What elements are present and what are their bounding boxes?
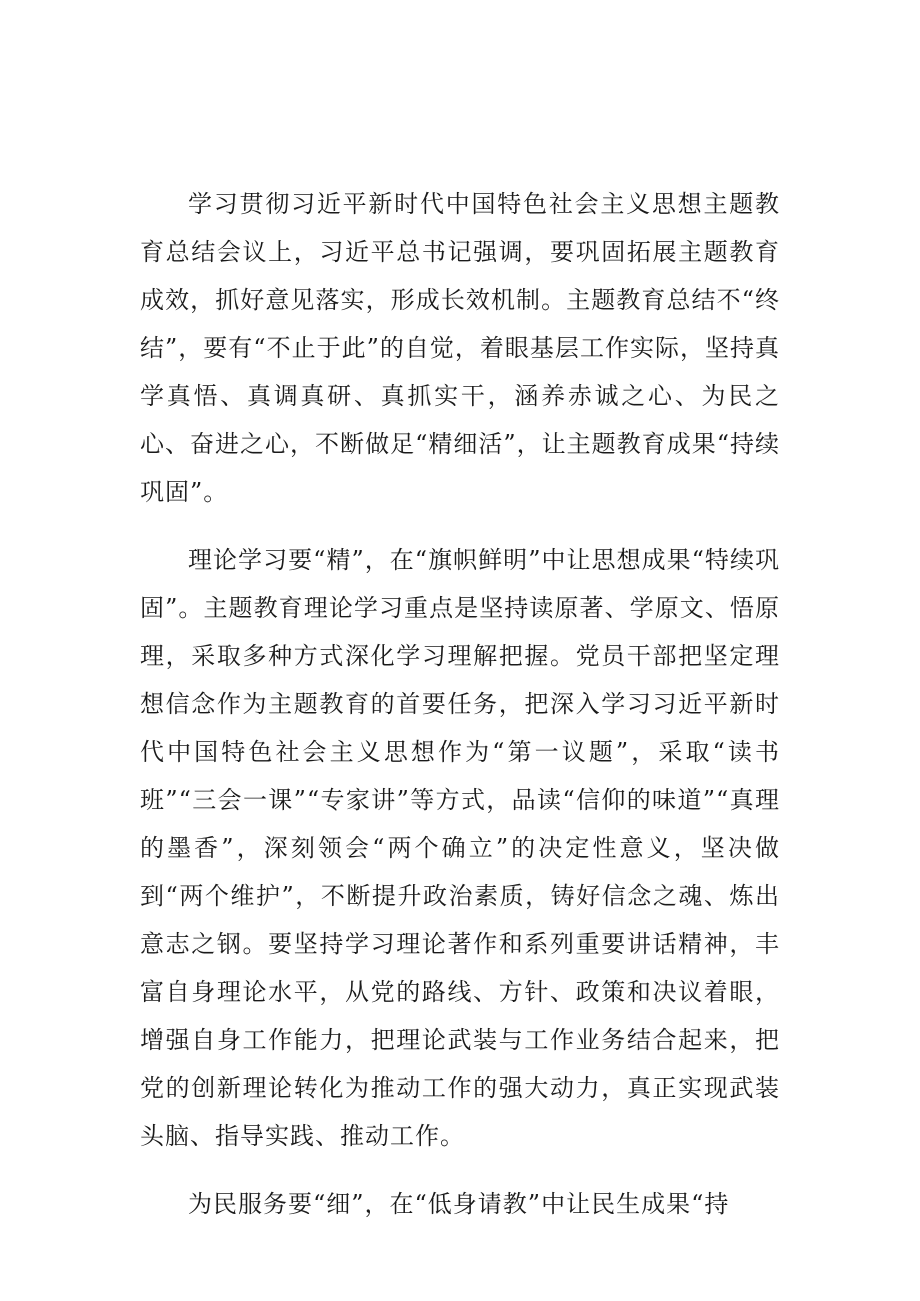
paragraph-1: 学习贯彻习近平新时代中国特色社会主义思想主题教育总结会议上，习近平总书记强调，要巩固拓展主题教育成效，抓好意见落实，形成长效机制。主题教育总结不“终结”，要有“不止于此”的自觉，着眼基层工作实际，坚持真学真悟、真调真研、真抓实干，涵养赤诚之心、为民之心、奋进之心，不断做足“精细活”，让主题教育成果“持续巩固”。 bbox=[140, 190, 780, 506]
paragraph-2: 理论学习要“精”，在“旗帜鲜明”中让思想成果“特续巩固”。主题教育理论学习重点是坚持读原著、学原文、悟原理，采取多种方式深化学习理解把握。党员干部把坚定理想信念作为主题教育的首要任务，把深入学习习近平新时代中国特色社会主义思想作为“第一议题”，采取“读书班”“三会一课”“专家讲”等方式，品读“信仰的味道”“真理的墨香”，深刻领会“两个确立”的决定性意义，坚决做到“两个维护”，不断提升政治素质，铸好信念之魂、炼出意志之钢。要坚持学习理论著作和系列重要讲话精神，丰富自身理论水平，从党的路线、方针、政策和决议着眼，增强自身工作能力，把理论武装与工作业务结合起来，把党的创新理论转化为推动工作的强大动力，真正实现武装头脑、指导实践、推动工作。 bbox=[140, 546, 780, 1150]
paragraph-3: 为民服务要“细”，在“低身请教”中让民生成果“持 bbox=[188, 1190, 730, 1218]
document-body bbox=[140, 180, 780, 1248]
